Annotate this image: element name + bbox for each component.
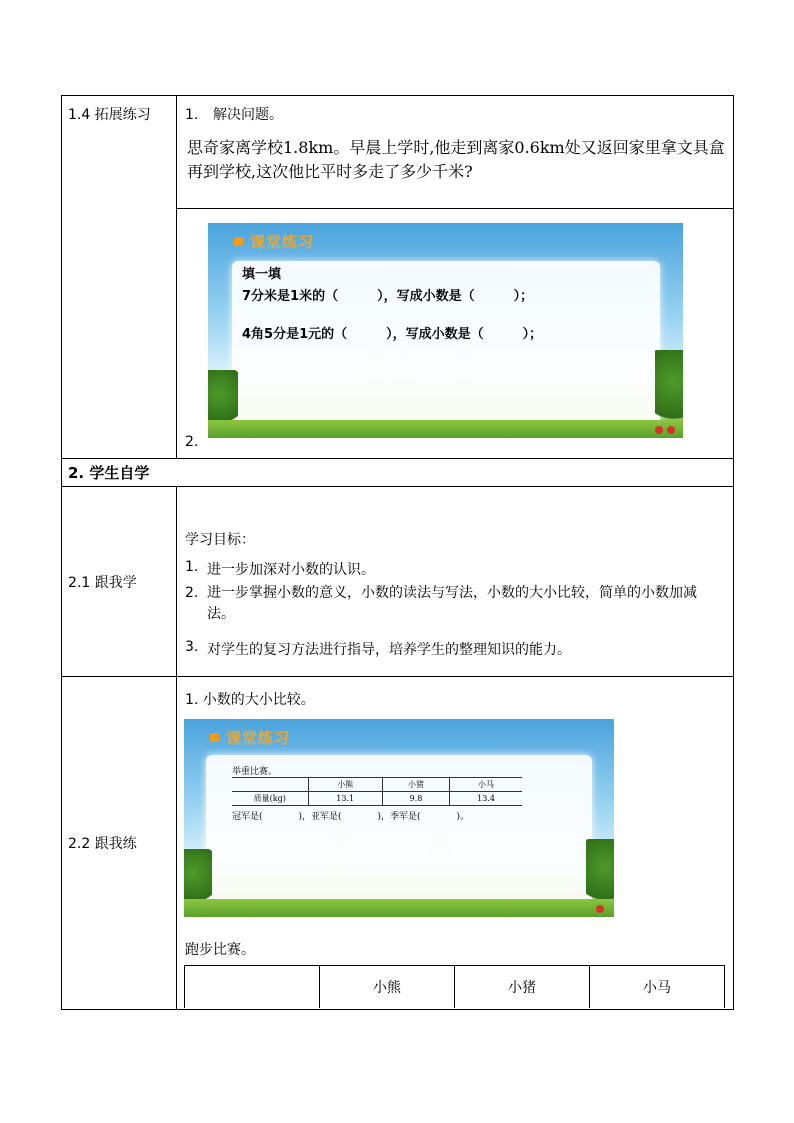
goal-number: 3. [185,639,199,655]
goal-number: 1. [185,559,199,575]
bullet-icon [234,237,243,246]
running-caption: 跑步比赛。 [185,942,255,958]
slide2-caption: 举重比赛。 [232,767,278,777]
fill-line-2: 4角5分是1元的（ ），写成小数是（ ）； [242,327,543,342]
running-header: 小猪 [455,966,590,1009]
slide-header [184,719,614,753]
grass-decoration [208,420,683,438]
practice-q1: 1. 小数的大小比较。 [185,692,315,708]
weight-cell: 质量(kg) [232,792,308,806]
running-header: 小马 [590,966,725,1009]
weight-header: 小马 [450,778,522,792]
grass-decoration [184,899,614,917]
goals-cell [177,487,734,677]
goals-list [185,559,720,659]
weight-cell: 13.1 [308,792,382,806]
problem-cell [177,96,734,209]
q1-number: 1. [185,107,199,123]
problem-text: 思奇家离学校1.8km。早晨上学时,他走到离家0.6km处又返回家里拿文具盒再到学校,这次他比平时多走了多少千米? [187,138,725,181]
fill-line-1: 7分米是1米的（ ），写成小数是（ ）； [242,289,534,304]
weight-cell: 13.4 [450,792,522,806]
section-label-2-2: 2.2 跟我练 [62,677,177,1010]
q2-number: 2. [185,434,199,450]
flower-icon [667,426,675,434]
section-heading-2: 2. 学生自学 [62,459,734,487]
goal-item [185,639,720,659]
goal-text: 对学生的复习方法进行指导，培养学生的整理知识的能力。 [207,642,571,658]
fill-title: 填一填 [242,267,282,282]
slide-header-title: 课堂练习 [226,729,291,747]
weight-header: 小熊 [308,778,382,792]
exercise-slide-2 [184,719,614,917]
goal-text: 进一步加深对小数的认识。 [207,562,375,578]
goal-item [185,559,720,579]
exercise-slide-1 [208,223,683,438]
section-label-2-1: 2.1 跟我学 [62,487,177,677]
goal-number: 2. [185,585,199,601]
goal-text: 进一步掌握小数的意义，小数的读法与写法，小数的大小比较，简单的小数加减法。 [207,585,697,622]
q1-title: 解决问题。 [213,107,283,123]
running-table [184,965,725,1008]
bullet-icon [210,733,219,742]
slide-header [208,223,683,257]
weight-header: 小猪 [382,778,449,792]
goals-title: 学习目标： [185,532,255,548]
running-header [185,966,320,1009]
flower-icon [596,905,604,913]
weight-cell: 9.8 [382,792,449,806]
weight-header [232,778,308,792]
goal-item [185,583,720,625]
tree-icon [655,350,683,430]
flower-icon [655,426,663,434]
slide-header-title: 课堂练习 [250,233,315,251]
weight-table [232,777,522,806]
section-label-1-4: 1.4 拓展练习 [62,96,177,459]
slide2-answer: 冠军是( )，亚军是( )，季军是( )。 [232,812,470,822]
running-header: 小熊 [320,966,455,1009]
